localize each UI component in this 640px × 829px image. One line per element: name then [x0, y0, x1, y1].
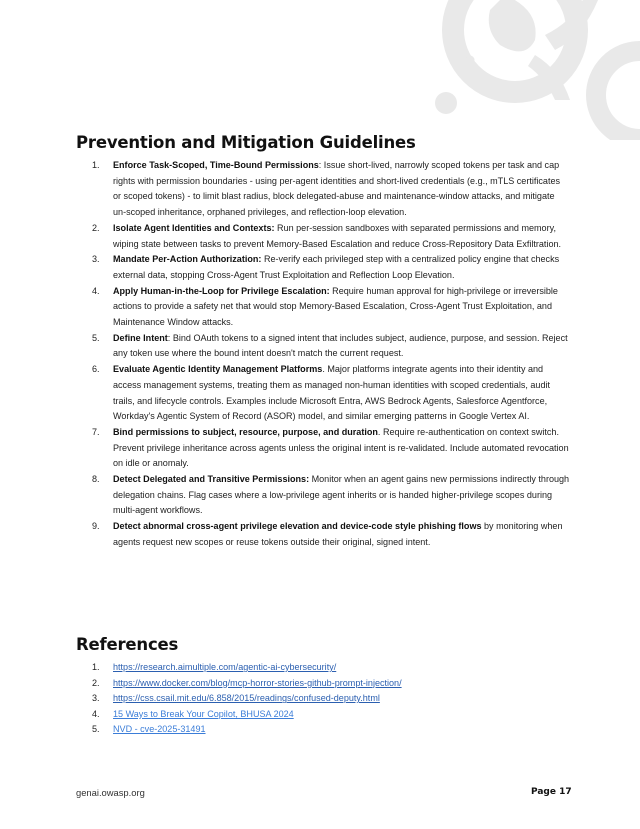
guideline-number: 1. [92, 160, 100, 170]
guideline-number: 7. [92, 426, 100, 437]
guideline-item [92, 158, 570, 221]
guideline-number: 9. [92, 521, 100, 532]
footer-site-url[interactable]: genai.owasp.org [76, 787, 145, 798]
guideline-item [92, 472, 570, 519]
guideline-number: 2. [92, 222, 100, 233]
guideline-heading: Enforce Task-Scoped, Time-Bound Permissions [113, 160, 319, 170]
guideline-heading: Detect abnormal cross-agent privilege elevation and device-code style phishing flows [113, 521, 482, 532]
reference-link[interactable]: https://css.csail.mit.edu/6.858/2015/readings/confused-deputy.html [113, 693, 380, 704]
guideline-item [92, 331, 570, 362]
guideline-item [92, 252, 570, 283]
guideline-text: Require human approval for high-privilege or irreversible actions to provide a safety net that would stop Memory-Based Escalation, Cross-Agent Trust Exploitation, and Maintenance Window attacks. [113, 285, 558, 328]
section-title-references: References [76, 635, 179, 654]
reference-item [92, 691, 570, 707]
reference-item [92, 676, 570, 692]
footer-page-number: Page 17 [531, 787, 572, 797]
reference-link[interactable]: NVD - cve-2025-31491 [113, 724, 206, 735]
reference-number: 2. [92, 677, 100, 688]
guideline-heading: Evaluate Agentic Identity Management Platforms [113, 364, 323, 375]
references-list [92, 660, 570, 738]
owasp-wasp-logo-watermark [0, 0, 640, 140]
reference-item [92, 660, 570, 676]
guideline-item [92, 362, 570, 425]
guidelines-list [92, 158, 570, 551]
guideline-item [92, 425, 570, 472]
guideline-heading: Define Intent [113, 332, 168, 343]
guideline-item [92, 221, 570, 252]
guideline-text: : Issue short-lived, narrowly scoped tokens per task and cap rights with permission boundaries - using per-agent identities and short-lived credentials (e.g., mTLS certificates or scoped tokens) - to limit blast radius, block delegated-abuse and maintenance-window attacks, and mitigate un-scoped inheritance, orphaned privileges, and reflection-loop elevation. [113, 160, 561, 218]
guideline-number: 8. [92, 474, 100, 485]
guideline-heading: Isolate Agent Identities and Contexts: [113, 222, 275, 233]
reference-item [92, 722, 570, 738]
guideline-heading: Detect Delegated and Transitive Permissions: [113, 474, 310, 485]
reference-item [92, 707, 570, 723]
guideline-heading: Bind permissions to subject, resource, purpose, and duration [113, 426, 378, 437]
section-title-guidelines: Prevention and Mitigation Guidelines [76, 133, 416, 152]
reference-link[interactable]: https://www.docker.com/blog/mcp-horror-stories-github-prompt-injection/ [113, 677, 402, 688]
reference-link[interactable]: https://research.aimultiple.com/agentic-ai-cybersecurity/ [113, 662, 337, 672]
guideline-text: Run per-session sandboxes with separated permissions and memory, wiping state between tasks to prevent Memory-Based Escalation and reduce Cross-Repository Data Exfiltration. [113, 222, 562, 249]
reference-number: 4. [92, 708, 100, 719]
guideline-text: by monitoring when agents request new scopes or reuse tokens outside their original, signed intent. [113, 521, 563, 547]
guideline-item [92, 284, 570, 331]
reference-number: 5. [92, 724, 100, 735]
reference-number: 3. [92, 693, 100, 704]
reference-link[interactable]: 15 Ways to Break Your Copilot, BHUSA 2024 [113, 708, 294, 719]
guideline-number: 6. [92, 364, 100, 375]
guideline-number: 3. [92, 254, 100, 265]
guideline-number: 5. [92, 332, 100, 343]
guideline-heading: Apply Human-in-the-Loop for Privilege Escalation: [113, 285, 330, 296]
guideline-text: . Major platforms integrate agents into their identity and access management systems, treating them as managed non-human identities with scoped credentials, audit trails, and lifecycle controls. Examples include Microsoft Entra, AWS Bedrock Agents, Salesforce Agentforce, Workday's Agentic System of Record (ASOR) model, and similar emerging patterns in Google Vertex AI. [113, 364, 550, 422]
guideline-text: Monitor when an agent gains new permissions indirectly through delegation chains. Flag cases where a low-privilege agent inherits or is handed higher-privilege scopes during multi-agent workflows. [113, 474, 570, 516]
guideline-text: Re-verify each privileged step with a centralized policy engine that checks external data, stopping Cross-Agent Trust Exploitation and Reflection Loop Elevation. [113, 254, 560, 280]
guideline-number: 4. [92, 285, 100, 296]
reference-number: 1. [92, 662, 100, 672]
guideline-text: . Require re-authentication on context switch. Prevent privilege inheritance across agents unless the original intent is re-validated. Include automated revocation on idle or anomaly. [113, 426, 569, 469]
guideline-text: : Bind OAuth tokens to a signed intent that includes subject, audience, purpose, and session. Reject any token use where the bound intent doesn't match the current request. [113, 332, 568, 359]
guideline-heading: Mandate Per-Action Authorization: [113, 254, 262, 265]
guideline-item [92, 519, 570, 550]
